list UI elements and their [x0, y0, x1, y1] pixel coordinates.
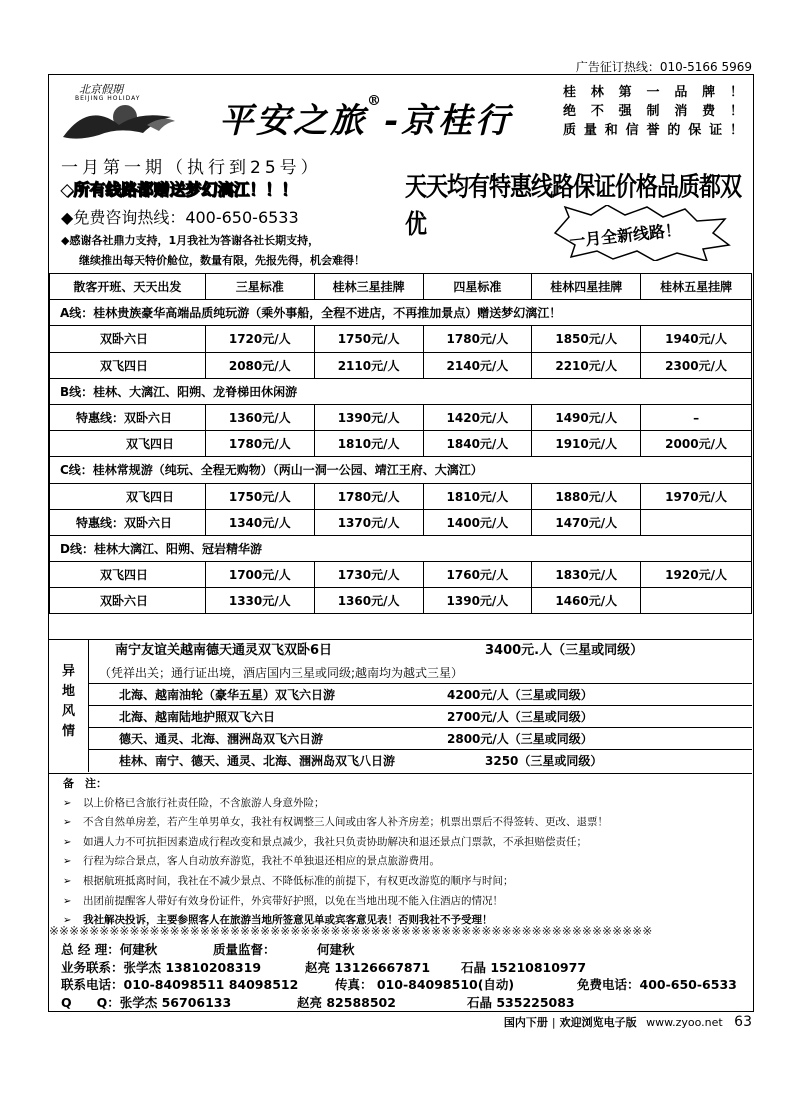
table-cell: 1970元/人: [641, 483, 752, 509]
contact-row-tel: [61, 976, 751, 994]
notes-title: 备 注：: [63, 777, 107, 790]
text-span: 2700元/人（三星或同级）: [447, 710, 593, 724]
table-cell: 1700元/人: [205, 562, 314, 588]
logo-en: BEIJING HOLIDAY: [75, 95, 141, 102]
table-cell: 双卧六日: [50, 326, 206, 352]
table-cell: 1470元/人: [532, 509, 641, 535]
promo-headline: 天天均有特惠线路保证价格品质都双优: [405, 172, 742, 240]
table-cell: 特惠线：双卧六日: [50, 404, 206, 430]
table-cell: 1460元/人: [532, 588, 641, 614]
list-item: [89, 750, 752, 772]
text-span: 北海、越南油轮（豪华五星）双飞六日游: [119, 688, 336, 702]
table-header: 桂林五星挂牌: [641, 274, 752, 300]
text-span: ®: [367, 93, 384, 109]
route-line-a: [50, 300, 752, 326]
slogan-1: 桂林第一品牌！: [563, 85, 743, 100]
text-span: 地: [61, 684, 75, 699]
text-span: 免费咨询热线：400-650-6533: [73, 208, 299, 227]
table-cell: 1370元/人: [314, 509, 423, 535]
stars-divider: ※※※※※※※※※※※※※※※※※※※※※※※※※※※※※※※※※※※※※※※※※※※※※※※※※※※※※※※※※※※※: [49, 925, 653, 937]
note-item: ➢ 以上价格已含旅行社责任险，不含旅游人身意外险；: [63, 794, 752, 814]
text-span: 4200元/人（三星或同级）: [447, 688, 593, 702]
table-header-row: [50, 274, 752, 300]
table-row: [50, 431, 752, 457]
table-header: 桂林三星挂牌: [314, 274, 423, 300]
text-span: 何建秋: [317, 942, 355, 957]
brand-title: [219, 93, 512, 142]
list-item: [89, 684, 752, 706]
table-cell: D线：桂林大漓江、阳朔、冠岩精华游: [50, 535, 752, 561]
table-cell: 1390元/人: [423, 588, 532, 614]
note-item: ➢ 如遇人力不可抗拒因素造成行程改变和景点减少，我社只负责协助解决和退还景点门票款，不承担赔偿责任；: [63, 833, 752, 853]
text-span: （凭祥出关；通行证出境，酒店国内三星或同级;越南均为越式三星）: [99, 666, 464, 680]
slogan-3: 质量和信誉的保证！: [563, 123, 743, 138]
table-cell: 双卧六日: [50, 588, 206, 614]
text-span: 异: [61, 664, 75, 679]
table-cell: A线：桂林贵族豪华高端品质纯玩游（乘外事船，全程不进店，不再推加景点）赠送梦幻漓江！: [50, 300, 752, 326]
text-span: 赵亮 13126667871: [305, 959, 431, 975]
text-span: 质量监督：: [213, 942, 276, 957]
table-cell: 1390元/人: [314, 404, 423, 430]
text-span: 传真： 010-84098510(自动): [335, 977, 515, 992]
logo: [59, 81, 179, 143]
table-header: 四星标准: [423, 274, 532, 300]
text-span: Q Q：张学杰 56706133: [61, 994, 232, 1010]
table-cell: 1880元/人: [532, 483, 641, 509]
table-cell: 1780元/人: [314, 483, 423, 509]
contact-row-qq: [61, 994, 751, 1012]
bullet-thanks: ◆感谢各社鼎力支持，1月我社为答谢各社长期支持， 继续推出每天特价舱位，数量有限，先报先得，机会难得！: [61, 231, 365, 271]
table-cell: 1750元/人: [314, 326, 423, 352]
note-item: ➢ 出团前提醒客人带好有效身份证件，外宾带好护照，以免在当地出现不能入住酒店的情况！: [63, 892, 752, 912]
table-cell: 1760元/人: [423, 562, 532, 588]
table-cell: 1360元/人: [314, 588, 423, 614]
abroad-route-1: [89, 640, 752, 664]
table-cell: 1420元/人: [423, 404, 532, 430]
table-cell: 双飞四日: [50, 562, 206, 588]
table-row: [50, 483, 752, 509]
table-cell: 1340元/人: [205, 509, 314, 535]
text-span: 总 经 理：何建秋: [61, 942, 158, 957]
table-cell: 2080元/人: [205, 352, 314, 378]
contacts-section: [61, 941, 751, 1011]
contact-row-biz: [61, 959, 751, 977]
text-span: 德天、通灵、北海、涠洲岛双飞六日游: [119, 732, 324, 746]
table-cell: 特惠线：双卧六日: [50, 509, 206, 535]
ad-hotline: 广告征订热线：010-5166 5969: [575, 60, 752, 74]
route-line-d: [50, 535, 752, 561]
new-routes-badge: 一月全新线路！: [568, 220, 682, 251]
slogan-2: 绝不强制消费！: [563, 104, 743, 119]
table-row: [50, 352, 752, 378]
table-cell: 1780元/人: [423, 326, 532, 352]
abroad-section: [49, 639, 752, 771]
text-span: 风: [61, 704, 75, 719]
text-span: 平安之旅: [219, 101, 367, 141]
table-cell: 1830元/人: [532, 562, 641, 588]
table-header: 桂林四星挂牌: [532, 274, 641, 300]
slogans: [563, 83, 743, 140]
table-row: [50, 404, 752, 430]
text-span: 赵亮 82588502: [297, 994, 396, 1010]
table-header: 散客开班、天天出发: [50, 274, 206, 300]
text-span: 北海、越南陆地护照双飞六日: [119, 710, 276, 724]
route-line-b: [50, 378, 752, 404]
table-cell: 1810元/人: [314, 431, 423, 457]
table-cell: B线：桂林、大漓江、阳朔、龙脊梯田休闲游: [50, 378, 752, 404]
text-span: |: [551, 1016, 556, 1029]
text-span: 业务联系：张学杰 13810208319: [61, 959, 262, 975]
price-table: [49, 273, 752, 614]
page-footer: [504, 1014, 752, 1030]
text-span: 石晶 535225083: [467, 994, 575, 1010]
text-span: 所有线路都赠送梦幻漓江！！！: [73, 180, 298, 199]
notes-section: [49, 773, 752, 931]
table-cell: 1400元/人: [423, 509, 532, 535]
text-span: 桂林、南宁、德天、通灵、北海、涠洲岛双飞八日游: [119, 754, 396, 768]
table-cell: 1810元/人: [423, 483, 532, 509]
logo-cn: 北京假期: [79, 83, 123, 96]
list-item: [89, 706, 752, 728]
text-span: -京桂行: [384, 101, 513, 141]
text-span: 石晶 15210810977: [461, 959, 587, 975]
table-cell: [641, 588, 752, 614]
text-span: 3250（三星或同级）: [485, 754, 603, 768]
route-line-c: [50, 457, 752, 483]
table-cell: [641, 509, 752, 535]
text-span: 感谢各社鼎力支持，1月我社为答谢各社长期支持，: [69, 234, 320, 247]
text-span: 情: [61, 724, 75, 739]
table-row: [50, 588, 752, 614]
text-span: 欢迎浏览电子版: [559, 1016, 637, 1029]
table-cell: 1730元/人: [314, 562, 423, 588]
table-cell: 1840元/人: [423, 431, 532, 457]
advert-frame: [48, 74, 754, 1012]
text-span: 联系电话：010-84098511 84098512: [61, 977, 299, 992]
table-cell: –: [641, 404, 752, 430]
issue-title: 一月第一期（执行到25号）: [61, 158, 322, 178]
note-item: ➢ 行程为综合景点，客人自动放弃游览，我社不单独退还相应的景点旅游费用。: [63, 852, 752, 872]
table-cell: 1330元/人: [205, 588, 314, 614]
note-item: ➢ 根据航班抵离时间，我社在不减少景点、不降低标准的前提下，有权更改游览的顺序与时间；: [63, 872, 752, 892]
table-cell: 双飞四日: [50, 352, 206, 378]
bullet-free-cruise: ◆所有线路都赠送梦幻漓江！！！: [61, 180, 298, 199]
table-cell: 1750元/人: [205, 483, 314, 509]
table-cell: 2110元/人: [314, 352, 423, 378]
abroad-route-1-note: [89, 662, 752, 684]
table-cell: 1720元/人: [205, 326, 314, 352]
list-item: [89, 728, 752, 750]
text-span: www.zyoo.net: [646, 1016, 723, 1029]
text-span: 3400元.人（三星或同级）: [485, 643, 644, 658]
table-cell: 1850元/人: [532, 326, 641, 352]
table-cell: 1780元/人: [205, 431, 314, 457]
table-row: [50, 562, 752, 588]
table-cell: C线：桂林常规游（纯玩、全程无购物）（两山一洞一公园、靖江王府、大漓江）: [50, 457, 752, 483]
table-cell: 1910元/人: [532, 431, 641, 457]
table-row: [50, 326, 752, 352]
text-span: 2800元/人（三星或同级）: [447, 732, 593, 746]
table-cell: 2210元/人: [532, 352, 641, 378]
table-header: 三星标准: [205, 274, 314, 300]
table-cell: 1490元/人: [532, 404, 641, 430]
note-item: ➢ 我社解决投诉，主要参照客人在旅游当地所签意见单或宾客意见表！否则我社不予受理！: [63, 911, 752, 931]
abroad-tag: [49, 640, 89, 772]
table-cell: 2140元/人: [423, 352, 532, 378]
table-cell: 1920元/人: [641, 562, 752, 588]
table-row: [50, 509, 752, 535]
table-cell: 2000元/人: [641, 431, 752, 457]
bullet-hotline: ◆免费咨询热线：400-650-6533: [61, 208, 299, 227]
table-cell: 1360元/人: [205, 404, 314, 430]
text-span: 免费电话：400-650-6533: [577, 977, 737, 992]
text-span: 南宁友谊关越南德天通灵双飞双卧6日: [115, 643, 333, 658]
table-cell: 1940元/人: [641, 326, 752, 352]
page-number: 63: [734, 1014, 752, 1030]
text-span: 继续推出每天特价舱位，数量有限，先报先得，机会难得！: [79, 254, 365, 267]
contact-row-gm: [61, 941, 751, 959]
table-cell: 2300元/人: [641, 352, 752, 378]
table-cell: 双飞四日: [50, 483, 206, 509]
logo-mountain-icon: [59, 81, 179, 143]
text-span: 国内下册: [503, 1016, 548, 1029]
note-item: ➢ 不含自然单房差，若产生单男单女，我社有权调整三人间或由客人补齐房差；机票出票后不得签转、更改、退票！: [63, 813, 752, 833]
table-cell: 双飞四日: [50, 431, 206, 457]
